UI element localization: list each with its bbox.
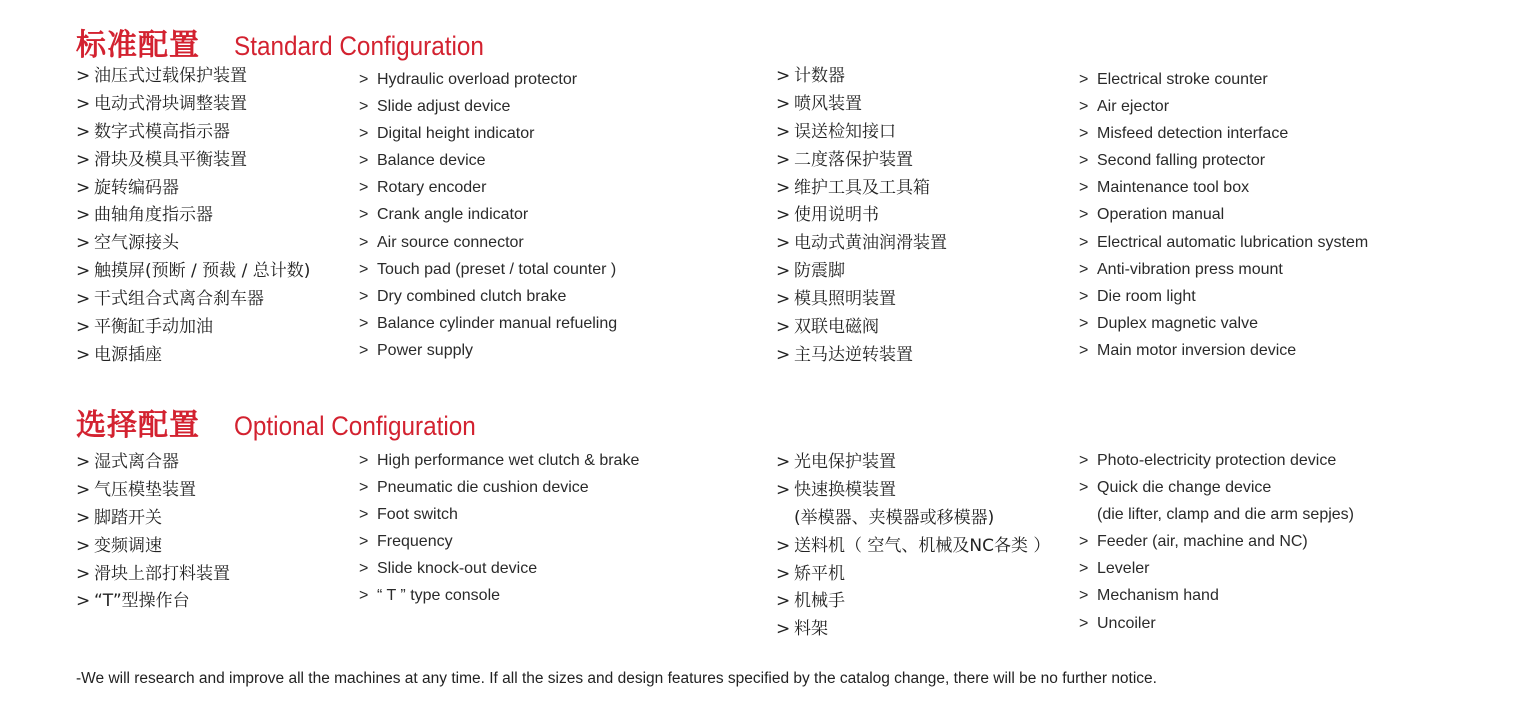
- list-item: > 防震脚: [776, 261, 845, 282]
- list-item: > Touch pad (preset / total counter ): [359, 260, 617, 278]
- standard-right-en-list: [1079, 66, 1368, 364]
- standard-left-cn-list: [76, 63, 310, 370]
- list-item: > “ T ” type console: [359, 587, 501, 605]
- footer-notice: -We will research and improve all the machines at any time. If all the sizes and design features specified by the catalog change, there will be no further notice.: [76, 670, 1157, 687]
- list-item: > Foot switch: [359, 506, 458, 524]
- list-item: > 油压式过载保护装置: [76, 66, 247, 86]
- standard-title-cn: 标准配置: [76, 28, 200, 63]
- list-item: > Balance cylinder manual refueling: [359, 314, 618, 332]
- list-item: > Pneumatic die cushion device: [359, 479, 589, 497]
- list-item: > Crank angle indicator: [359, 206, 529, 224]
- list-item: > Operation manual: [1079, 206, 1225, 224]
- optional-title-cn: 选择配置: [76, 408, 200, 443]
- list-item: > 滑块上部打料装置: [76, 563, 230, 584]
- list-item: > 电源插座: [76, 344, 162, 365]
- list-item: > 旋转编码器: [76, 177, 179, 198]
- list-item: > 模具照明装置: [776, 289, 896, 310]
- list-item: > 计数器: [776, 66, 845, 86]
- list-item: > 湿式离合器: [76, 452, 179, 472]
- list-item: > Die room light: [1079, 287, 1196, 305]
- standard-section-title: [76, 20, 512, 64]
- list-item: > 光电保护装置: [776, 452, 896, 472]
- list-item: > 电动式黄油润滑装置: [776, 233, 947, 254]
- list-item: (die lifter, clamp and die arm sepjes): [1097, 506, 1354, 524]
- list-item: > Main motor inversion device: [1079, 341, 1297, 359]
- list-item: > Misfeed detection interface: [1079, 125, 1289, 143]
- list-item: > Photo-electricity protection device: [1079, 452, 1337, 469]
- list-item: > Electrical stroke counter: [1079, 71, 1268, 88]
- list-item: > 曲轴角度指示器: [76, 205, 213, 226]
- list-item: > Maintenance tool box: [1079, 179, 1250, 197]
- list-item: > Duplex magnetic valve: [1079, 314, 1258, 332]
- list-item: > 主马达逆转装置: [776, 344, 913, 365]
- list-item: > 干式组合式离合刹车器: [76, 289, 264, 310]
- list-item: > 误送检知接口: [776, 121, 896, 142]
- list-item: > Slide knock-out device: [359, 560, 538, 578]
- list-item: > Power supply: [359, 341, 474, 359]
- list-item: > 变频调速: [76, 535, 162, 556]
- list-item: > Digital height indicator: [359, 125, 535, 143]
- list-item: > 机械手: [776, 591, 845, 612]
- list-item: > 料架: [776, 619, 828, 640]
- list-item: > Air ejector: [1079, 98, 1170, 116]
- standard-left-en-list: [359, 66, 617, 364]
- list-item: > 喷风装置: [776, 93, 862, 114]
- optional-right-cn-list: [776, 449, 1050, 644]
- list-item: > Electrical automatic lubrication system: [1079, 233, 1369, 251]
- list-item: > 送料机（ 空气、机械及NC各类 ）: [776, 535, 1051, 556]
- optional-left-en-list: [359, 447, 639, 610]
- list-item: > Quick die change device: [1079, 479, 1272, 497]
- list-item: > 使用说明书: [776, 205, 879, 226]
- list-item: > 平衡缸手动加油: [76, 317, 213, 338]
- list-item: > Frequency: [359, 533, 453, 551]
- list-item: > Rotary encoder: [359, 179, 487, 197]
- list-item: > Anti-vibration press mount: [1079, 260, 1283, 278]
- list-item: > Balance device: [359, 152, 486, 170]
- list-item: > Hydraulic overload protector: [359, 71, 578, 88]
- list-item: > 维护工具及工具箱: [776, 177, 930, 198]
- list-item: > Leveler: [1079, 560, 1150, 578]
- list-item: > High performance wet clutch & brake: [359, 452, 640, 469]
- list-item: > 空气源接头: [76, 233, 179, 254]
- list-item: > 脚踏开关: [76, 507, 162, 528]
- optional-right-en-list: [1079, 447, 1354, 637]
- list-item: > Air source connector: [359, 233, 524, 251]
- list-item: > 触摸屏(预断 / 预裁 / 总计数): [76, 261, 311, 282]
- list-item: > Uncoiler: [1079, 614, 1156, 632]
- list-item: > “T”型操作台: [76, 591, 190, 612]
- list-item: > 矫平机: [776, 563, 845, 584]
- list-item: > 数字式模高指示器: [76, 121, 230, 142]
- list-item: > 快速换模装置: [776, 479, 896, 500]
- list-item: > 电动式滑块调整装置: [76, 93, 247, 114]
- standard-right-cn-list: [776, 63, 947, 370]
- list-item: > Feeder (air, machine and NC): [1079, 533, 1308, 551]
- list-item: > Slide adjust device: [359, 98, 511, 116]
- list-item: > Dry combined clutch brake: [359, 287, 567, 305]
- optional-left-cn-list: [76, 449, 230, 616]
- list-item: > Mechanism hand: [1079, 587, 1219, 605]
- list-item: > 滑块及模具平衡装置: [76, 149, 247, 170]
- list-item: > 双联电磁阀: [776, 317, 879, 338]
- list-item: (举模器、夹模器或移模器): [794, 507, 995, 528]
- list-item: > 二度落保护装置: [776, 149, 913, 170]
- optional-section-title: [76, 400, 503, 444]
- optional-title-en: Optional Configuration: [234, 411, 476, 441]
- standard-title-en: Standard Configuration: [234, 31, 484, 61]
- list-item: > 气压模垫装置: [76, 479, 196, 500]
- list-item: > Second falling protector: [1079, 152, 1266, 170]
